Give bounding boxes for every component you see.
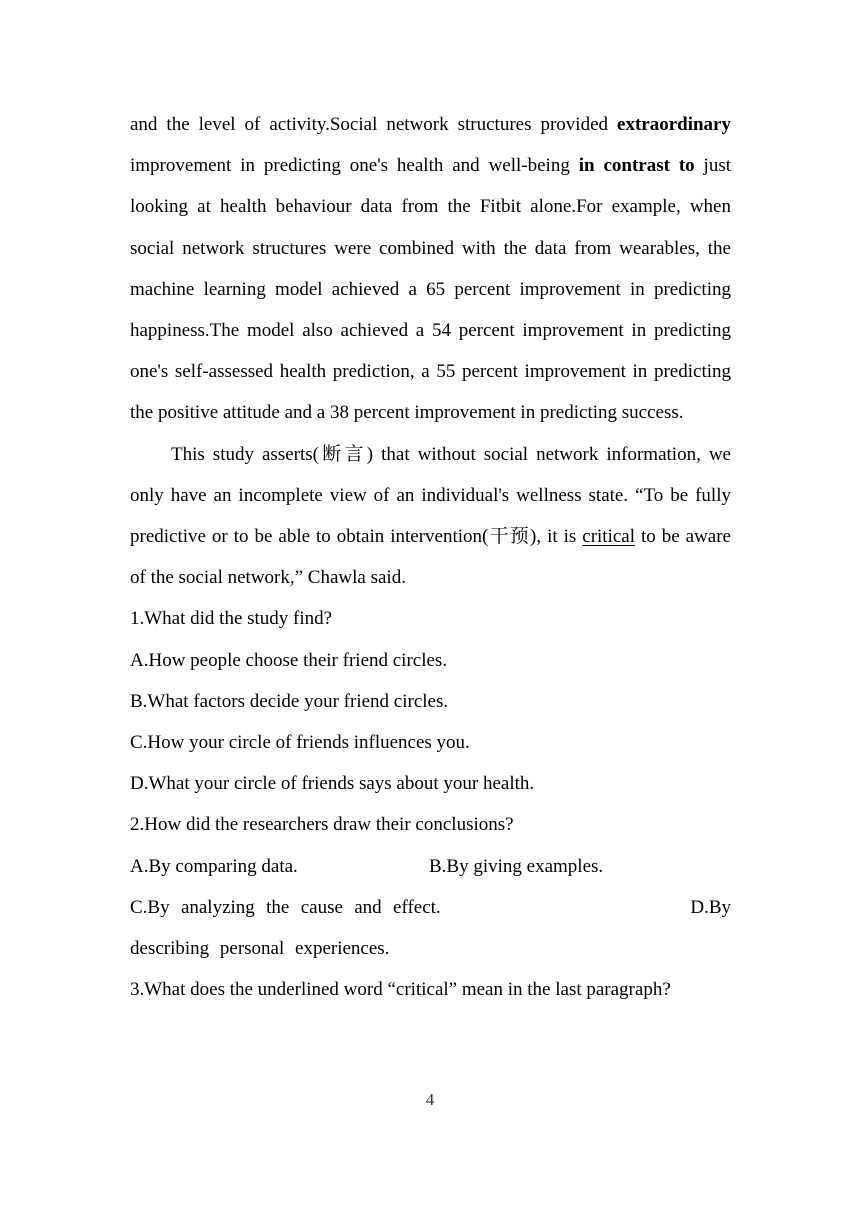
question-2-option-d: D.By describing personal experiences. — [130, 896, 732, 960]
paragraph-1-text-2: improvement in predicting one's health and well-being — [130, 155, 579, 177]
question-2-option-a: A.By comparing data. — [130, 855, 298, 877]
page-number: 4 — [425, 1090, 435, 1109]
question-2-option-b: B.By giving examples. — [429, 855, 604, 877]
underlined-word-critical: critical — [582, 526, 636, 548]
question-1-option-a: A.How people choose their friend circles. — [130, 649, 448, 671]
paragraph-2-text-2: to be aware of the social network,” Chawla said. — [130, 526, 731, 589]
paragraph-1-text-1: and the level of activity.Social network structures provided — [130, 114, 618, 135]
question-1-option-b: B.What factors decide your friend circles. — [130, 690, 449, 712]
question-2-stem: 2.How did the researchers draw their conclusions? — [130, 814, 514, 836]
question-1-option-d: D.What your circle of friends says about your health. — [130, 773, 535, 795]
bold-term-extraordinary: extraordinary — [617, 114, 731, 135]
question-2-options-row-2 — [130, 887, 731, 969]
question-2-option-c: C.By analyzing the cause and effect. — [130, 896, 441, 918]
document-page — [130, 104, 731, 1010]
paragraph-2 — [130, 434, 731, 599]
question-1-option-c: C.How your circle of friends influences you. — [130, 732, 470, 754]
paragraph-1-text-3: just looking at health behaviour data from the Fitbit alone.For example, when social network structures were combined with the data from wearables, the machine learning model achieved a 65 percent improvement in predicting happiness.The model also achieved a 54 percent improvement in predicting one's self-assessed health prediction, a 55 percent improvement in predicting the positive attitude and a 38 percent improvement in predicting success. — [130, 155, 731, 424]
question-1-stem: 1.What did the study find? — [130, 608, 333, 630]
question-2-options-row-1 — [130, 846, 731, 887]
question-3-stem: 3.What does the underlined word “critical” mean in the last paragraph? — [130, 979, 671, 1001]
bold-term-in-contrast-to: in contrast to — [578, 155, 695, 177]
paragraph-1 — [130, 104, 731, 434]
paragraph-2-text-1: This study asserts(断言) that without social network information, we only have an incomplete view of an individual's wellness state. “To be fully predictive or to be able to obtain intervention(干预), it is — [130, 443, 731, 548]
